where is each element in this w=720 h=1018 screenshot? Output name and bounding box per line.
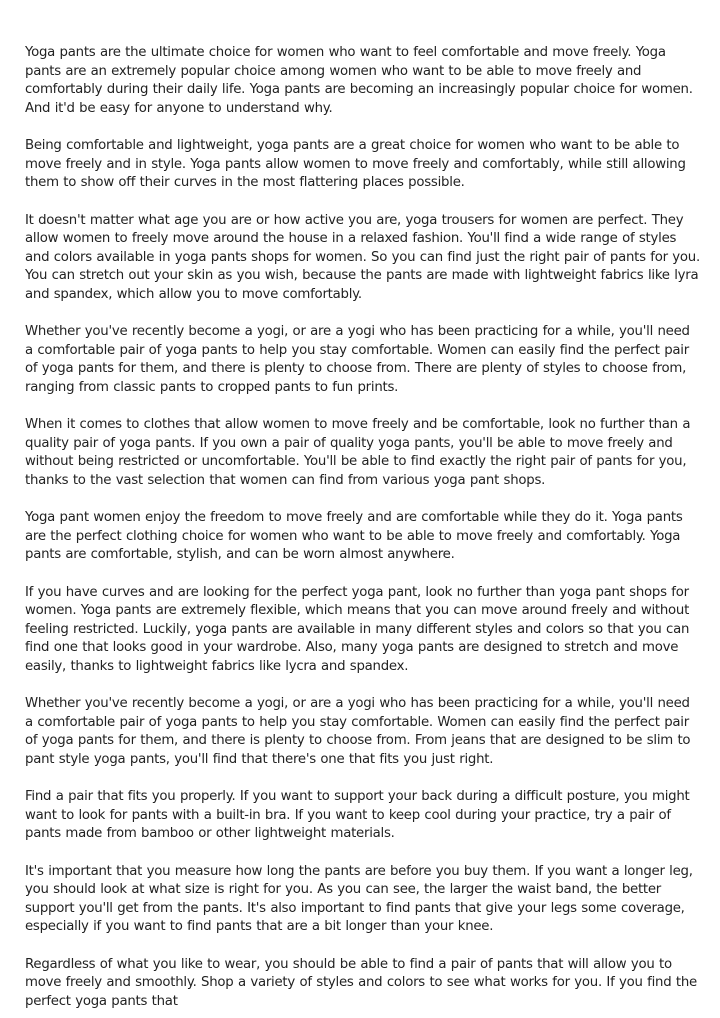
paragraph-10: It's important that you measure how long the pants are before you buy them. If you want a longer leg, you should look at what size is right for you. As you can see, the larger the waist band, the better support you'll get from the pants. It's also important to find pants that give your legs some coverage, especially if you want to find pants that are a bit longer than your knee.: [25, 863, 693, 934]
paragraph-2: Being comfortable and lightweight, yoga pants are a great choice for women who want to be able to move freely and in style. Yoga pants allow women to move freely and comfortably, while still allowing them to show off their curves in the most flattering places possible.: [25, 138, 686, 190]
paragraph-11: Regardless of what you like to wear, you should be able to find a pair of pants that will allow you to move freely and smoothly. Shop a variety of styles and colors to see what works for you. If you find the perfect yoga pants that: [25, 956, 697, 1009]
paragraph-8: Whether you've recently become a yogi, or are a yogi who has been practicing for a while, you'll need a comfortable pair of yoga pants to help you stay comfortable. Women can easily find the perfect pair of yoga pants for them, and there is plenty to choose from. From jeans that are designed to be slim to pant style yoga pants, you'll find that there's one that fits you just right.: [25, 696, 691, 767]
paragraph-3: It doesn't matter what age you are or how active you are, yoga trousers for women are perfect. They allow women to freely move around the house in a relaxed fashion. You'll find a wide range of styles and colors available in yoga pants shops for women. So you can find just the right pair of pants for you. You can stretch out your skin as you wish, because the pants are made with lightweight fabrics like lyra and spandex, which allow you to move comfortably.: [25, 212, 700, 302]
document-body: [25, 44, 701, 1018]
paragraph-6: Yoga pant women enjoy the freedom to move freely and are comfortable while they do it. Yoga pants are the perfect clothing choice for women who want to be able to move freely and comfortably. Yoga pants are comfortable, stylish, and can be worn almost anywhere.: [25, 510, 683, 562]
paragraph-5: When it comes to clothes that allow women to move freely and be comfortable, look no further than a quality pair of yoga pants. If you own a pair of quality yoga pants, you'll be able to move freely and without being restricted or uncomfortable. You'll be able to find exactly the right pair of pants for you, thanks to the vast selection that women can find from various yoga pant shops.: [25, 417, 691, 488]
paragraph-9: Find a pair that fits you properly. If you want to support your back during a difficult posture, you might want to look for pants with a built-in bra. If you want to keep cool during your practice, try a pair of pants made from bamboo or other lightweight materials.: [25, 789, 690, 841]
paragraph-1: Yoga pants are the ultimate choice for women who want to feel comfortable and move freely. Yoga pants are an extremely popular choice among women who want to be able to move freely and comfortably during their daily life. Yoga pants are becoming an increasingly popular choice for women. And it'd be easy for anyone to understand why.: [25, 45, 693, 116]
paragraph-7: If you have curves and are looking for the perfect yoga pant, look no further than yoga pant shops for women. Yoga pants are extremely flexible, which means that you can move around freely and without feeling restricted. Luckily, yoga pants are available in many different styles and colors so that you can find one that looks good in your wardrobe. Also, many yoga pants are designed to stretch and move easily, thanks to lightweight fabrics like lycra and spandex.: [25, 584, 690, 674]
paragraph-4: Whether you've recently become a yogi, or are a yogi who has been practicing for a while, you'll need a comfortable pair of yoga pants to help you stay comfortable. Women can easily find the perfect pair of yoga pants for them, and there is plenty to choose from. There are plenty of styles to choose from, ranging from classic pants to cropped pants to fun prints.: [25, 324, 690, 395]
